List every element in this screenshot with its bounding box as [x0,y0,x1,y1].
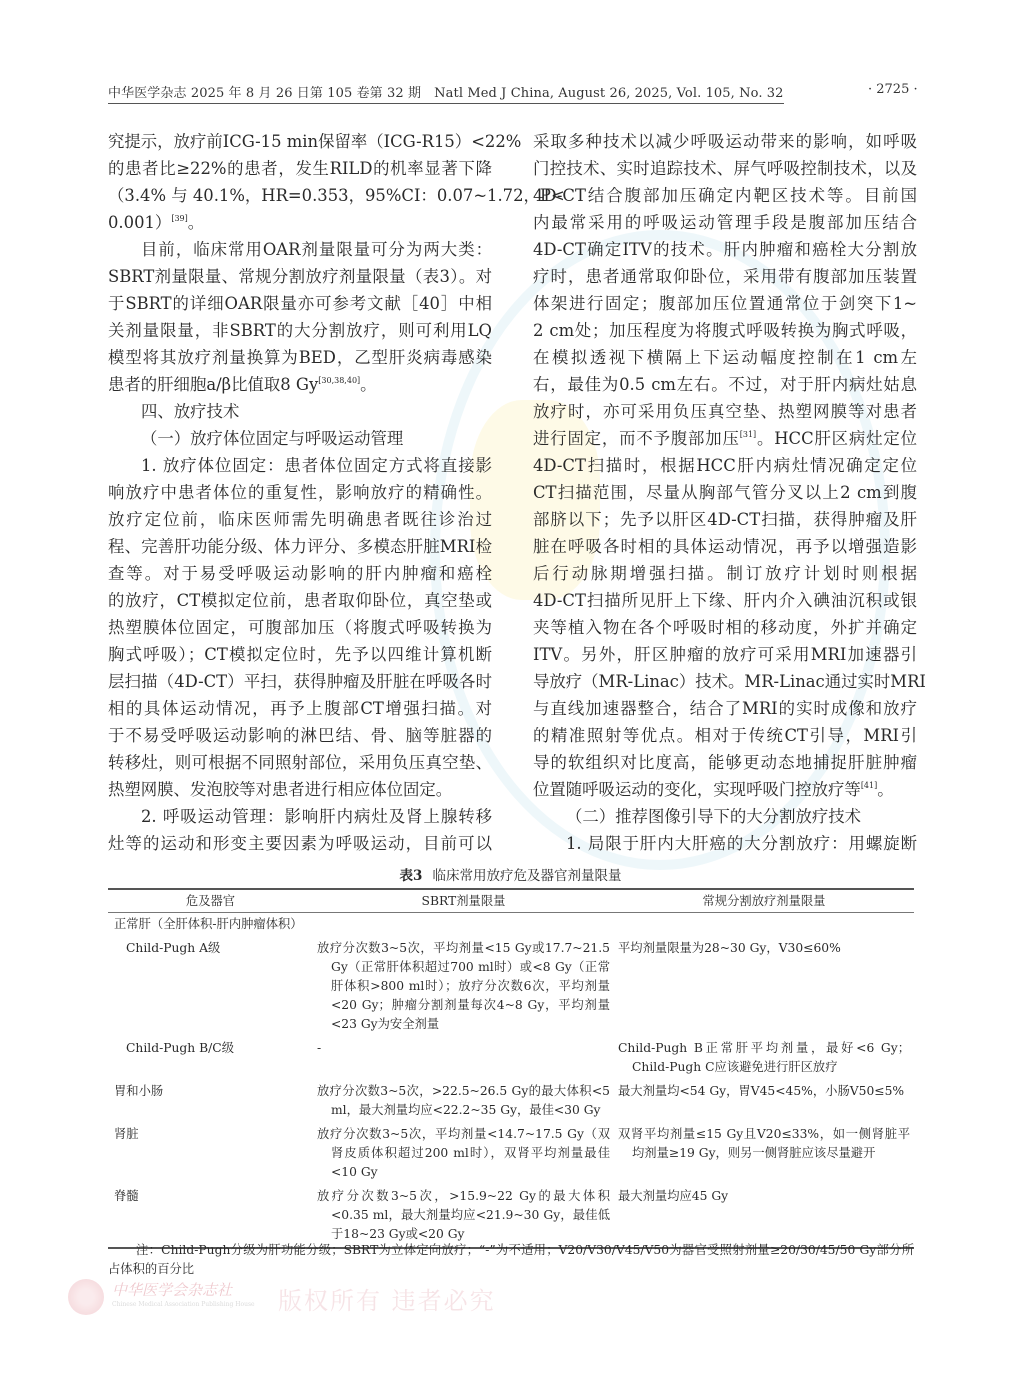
conventional-limit-cell: 双肾平均剂量≤15 Gy且V20≤33%，如一侧肾脏平均剂量≥19 Gy，则另一侧肾脏应该尽量避开 [618,1127,910,1160]
table-row [108,913,914,938]
conventional-limit-cell: Child-Pugh B正常肝平均剂量，最好<6 Gy；Child-Pugh C应该避免进行肝区放疗 [618,1041,910,1074]
text-segment: 进行固定，而不予腹部加压 [533,429,740,448]
text-line: ITV。另外，肝区肿瘤的放疗可采用MRI加速器引 [533,645,917,664]
text-line: 放疗时，亦可采用负压真空垫、热塑网膜等对患者 [533,402,917,421]
sbrt-limit-cell: 放疗分次数3~5次，>15.9~22 Gy的最大体积<0.35 ml，最大剂量均应<21.9~30 Gy，最佳低于18~23 Gy或<20 Gy [317,1189,610,1241]
table-row [108,1037,914,1080]
text-line: 采取多种技术以减少呼吸运动带来的影响，如呼吸 [533,132,917,151]
publisher-english-name: Chinese Medical Association Publishing House [112,1301,255,1308]
table-note: 注：Child-Pugh分级为肝功能分级；SBRT为立体定向放疗；“-”为不适用；V20/V30/V45/V50为器官受照射剂量≥20/30/45/50 Gy部分所占体积的百分比 [108,1243,914,1276]
copyright-notice: 版权所有 违者必究 [278,1287,496,1315]
section-heading: 四、放疗技术 [141,402,240,421]
text-line: 夹等植入物在各个呼吸时相的移动度，外扩并确定 [533,618,917,637]
table-title: 临床常用放疗危及器官剂量限量 [432,868,622,884]
text-line: （3.4% 与 40.1%，HR=0.353，95%CI：0.07~1.72，P< [108,186,565,205]
table-label: 表3 [399,868,423,884]
text-segment: 位置随呼吸运动的变化，实现呼吸门控放疗等 [533,780,861,799]
text-line: 的患者比≥22%的患者，发生RILD的机率显著下降 [108,159,492,178]
text-segment: 。 [877,780,894,799]
text-line: 热塑网膜、发泡胶等对患者进行相应体位固定。 [108,780,453,799]
text-line: 内最常采用的呼吸运动管理手段是腹部加压结合 [533,213,917,232]
organ-cell: 正常肝（全肝体积-肝内肿瘤体积） [114,917,303,931]
text-line: 右，最佳为0.5 cm左右。不过，对于肝内病灶姑息 [533,375,917,394]
text-line: 1. 局限于肝内大肝癌的大分割放疗：用螺旋断 [566,834,917,853]
text-line: 导放疗（MR-Linac）技术。MR-Linac通过实时MRI [533,672,926,691]
conventional-limit-cell: 最大剂量均应45 Gy [618,1189,729,1203]
text-line [108,371,492,398]
citation-ref: [31] [739,430,757,439]
text-line: 放疗定位前，临床医师需先明确患者既往诊治过 [108,510,492,529]
text-line: 部脐以下；先予以肝区4D-CT扫描，获得肿瘤及肝 [533,510,917,529]
text-segment: 患者的肝细胞a/β比值取8 Gy [108,375,319,394]
text-line: 后行动脉期增强扫描。制订放疗计划时则根据 [533,564,917,583]
text-line [533,425,917,452]
citation-ref: [30,38,40] [318,376,361,385]
text-line: 4D-CT扫描时，根据HCC肝内病灶情况确定定位 [533,456,917,475]
text-line: 体架进行固定；腹部加压位置通常位于剑突下1~ [533,294,917,313]
text-line: 查等。对于易受呼吸运动影响的肝内肿瘤和癌栓 [108,564,492,583]
header-sbrt: SBRT剂量限量 [421,893,506,908]
text-line: 1. 放疗体位固定：患者体位固定方式将直接影 [141,456,492,475]
text-line: 相的具体运动情况，再予上腹部CT增强扫描。对 [108,699,492,718]
text-line: 脏在呼吸各时相的具体运动情况，再予以增强造影 [533,537,917,556]
text-line [533,776,917,803]
text-line: 的放疗，CT模拟定位前，患者取仰卧位，真空垫或 [108,591,492,610]
page-number: · 2725 · [868,82,918,97]
conventional-limit-cell: 平均剂量限量为28~30 Gy，V30≤60% [618,941,841,955]
text-line: 2. 呼吸运动管理：影响肝内病灶及肾上腺转移 [141,807,492,826]
text-line: 响放疗中患者体位的重复性，影响放疗的精确性。 [108,483,492,502]
table-caption [0,864,1021,884]
text-line: 疗时，患者通常取仰卧位，采用带有腹部加压装置 [533,267,917,286]
table-row [108,1123,914,1185]
text-line: SBRT剂量限量、常规分割放疗剂量限量（表3）。对 [108,267,492,286]
table-row [108,1080,914,1123]
organ-cell: Child-Pugh A级 [126,941,221,955]
publisher-logo-icon [68,1279,104,1315]
organ-cell: 胃和小肠 [114,1084,164,1098]
text-line: 转移灶，则可根据不同照射部位，采用负压真空垫、 [108,753,492,772]
text-line: 层扫描（4D-CT）平扫，获得肿瘤及肝脏在呼吸各时 [108,672,492,691]
text-line: 于SBRT的详细OAR限量亦可参考文献［40］中相 [108,294,492,313]
table-header-row [108,889,914,913]
text-segment: 0.001） [108,213,172,232]
table-row [108,1185,914,1248]
text-segment: 。HCC肝区病灶定位 [756,429,917,448]
organ-cell: Child-Pugh B/C级 [126,1041,235,1055]
conventional-limit-cell: 最大剂量均<54 Gy，胃V45<45%，小肠V50≤5% [618,1084,905,1098]
sbrt-limit-cell: 放疗分次数3~5次，>22.5~26.5 Gy的最大体积<5 ml，最大剂量均应<22.2~35 Gy，最佳<30 Gy [317,1084,610,1117]
organ-cell: 肾脏 [114,1127,139,1141]
citation-ref: [39] [171,214,188,223]
oar-dose-table [108,888,914,1249]
sbrt-limit-cell: 放疗分次数3~5次，平均剂量<15 Gy或17.7~21.5 Gy（正常肝体积超过700 ml时）或<8 Gy（正常肝体积>800 ml时）；放疗分次数6次，平均剂量<20 Gy；肿瘤分割剂量每次4~8 Gy，平均剂量<23 Gy为安全剂量 [317,941,610,1031]
table-row [108,937,914,1037]
text-line: 胸式呼吸）；CT模拟定位时，先予以四维计算机断 [108,645,492,664]
sbrt-limit-cell: - [317,1041,322,1055]
section-heading: （二）推荐图像引导下的大分割放疗技术 [566,807,862,826]
header-conventional: 常规分割放疗剂量限量 [702,893,826,908]
left-column [108,128,565,857]
publisher-name: 中华医学会杂志社 [112,1281,233,1299]
text-line: 关剂量限量，非SBRT的大分割放疗，则可利用LQ [108,321,492,340]
organ-cell: 脊髓 [114,1189,139,1203]
right-column [533,128,926,857]
text-line [108,209,492,236]
text-line: 在模拟透视下横隔上下运动幅度控制在1 cm左 [533,348,917,367]
text-line: 目前，临床常用OAR剂量限量可分为两大类： [141,240,492,259]
text-line: 4D-CT确定ITV的技术。肝内肿瘤和癌栓大分割放 [533,240,917,259]
text-line: 灶等的运动和形变主要因素为呼吸运动，目前可以 [108,834,492,853]
text-line: 热塑膜体位固定，可腹部加压（将腹式呼吸转换为 [108,618,492,637]
text-line: 4D-CT扫描所见肝上下缘、肝内介入碘油沉积或银 [533,591,917,610]
header-organ: 危及器官 [185,893,236,908]
section-heading: （一）放疗体位固定与呼吸运动管理 [141,429,404,448]
text-segment: 。 [187,213,205,232]
citation-ref: [41] [860,781,878,790]
text-line: 程、完善肝功能分级、体力评分、多模态肝脏MRI检 [108,537,492,556]
text-line: 2 cm处；加压程度为将腹式呼吸转换为胸式呼吸， [533,321,917,340]
running-header: 中华医学杂志 2025 年 8 月 26 日第 105 卷第 32 期 Natl Med J China, August 26, 2025, Vol. 105, No. 32 [108,82,784,104]
text-line: 导的软组织对比度高，能够更动态地捕捉肝脏肿瘤 [533,753,917,772]
text-line: 门控技术、实时追踪技术、屏气呼吸控制技术，以及 [533,159,917,178]
text-line: 4D-CT结合腹部加压确定内靶区技术等。目前国 [533,186,917,205]
text-line: CT扫描范围，尽量从胸部气管分叉以上2 cm到腹 [533,483,917,502]
text-line: 模型将其放疗剂量换算为BED，乙型肝炎病毒感染 [108,348,492,367]
sbrt-limit-cell: 放疗分次数3~5次，平均剂量<14.7~17.5 Gy（双肾皮质体积超过200 ml时），双肾平均剂量最佳<10 Gy [317,1127,610,1179]
text-segment: 。 [360,375,377,394]
text-line: 与直线加速器整合，结合了MRI的实时成像和放疗 [533,699,917,718]
text-line: 究提示，放疗前ICG-15 min保留率（ICG-R15）<22% [108,132,522,151]
text-line: 于不易受呼吸运动影响的淋巴结、骨、脑等脏器的 [108,726,492,745]
text-line: 的精准照射等优点。相对于传统CT引导，MRI引 [533,726,917,745]
